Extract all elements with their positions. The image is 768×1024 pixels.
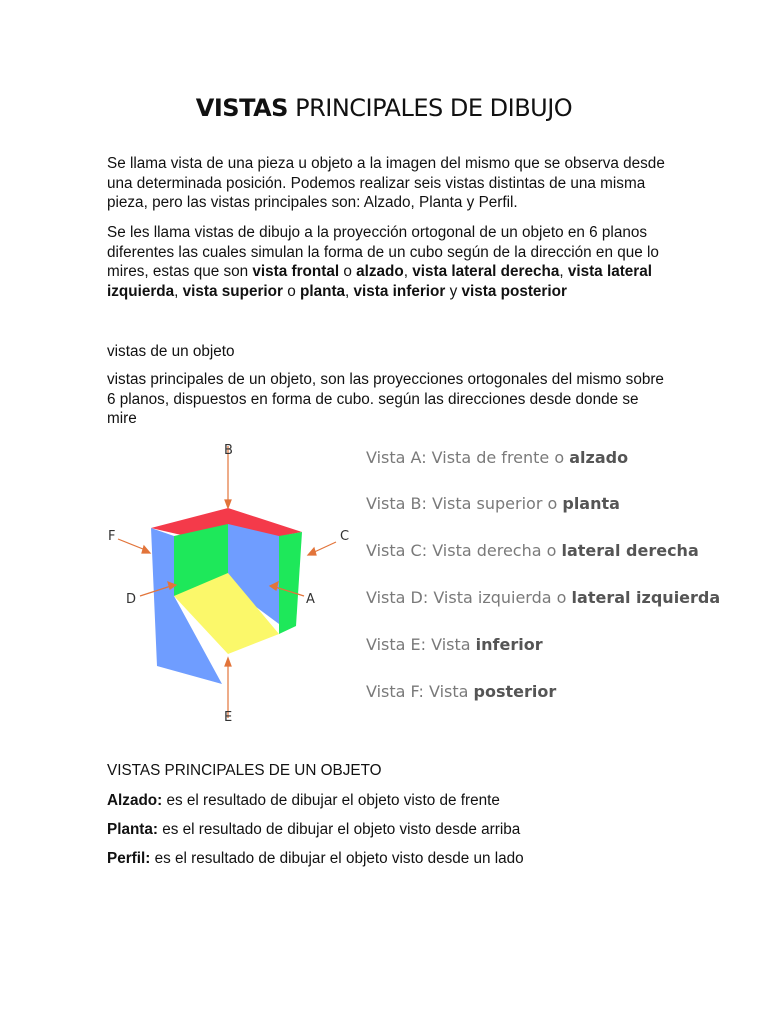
title-bold: VISTAS bbox=[195, 94, 288, 122]
legend-item-f: Vista F: Vista posterior bbox=[366, 682, 557, 701]
vistas-principales-paragraph: vistas principales de un objeto, son las proyecciones ortogonales del mismo sobre 6 planos, dispuestos en forma de cubo. según las direcciones desde donde se mire bbox=[107, 371, 664, 427]
term-vista-inferior: vista inferior bbox=[353, 282, 446, 300]
sep: , bbox=[403, 263, 413, 280]
caption-vistas: vistas de un objeto bbox=[107, 343, 235, 360]
term-vista-posterior: vista posterior bbox=[461, 282, 567, 300]
term-vista-superior: vista superior bbox=[182, 282, 283, 300]
label-a: A bbox=[306, 592, 315, 607]
term-lateral-izquierda: vista lateral izquierda bbox=[107, 263, 653, 300]
definition-planta: Planta: es el resultado de dibujar el objeto visto desde arriba bbox=[107, 821, 521, 838]
views-paragraph bbox=[107, 223, 667, 301]
label-d: D bbox=[126, 592, 137, 607]
label-c: C bbox=[340, 529, 350, 544]
page-title bbox=[0, 94, 768, 122]
legend-item-e: Vista E: Vista inferior bbox=[366, 635, 543, 654]
cube-right-face bbox=[279, 532, 302, 634]
sep: o bbox=[282, 282, 300, 300]
cube-diagram bbox=[104, 436, 354, 726]
label-b: B bbox=[224, 443, 233, 458]
term-alzado: alzado bbox=[356, 263, 404, 280]
legend-item-a: Vista A: Vista de frente o alzado bbox=[366, 448, 629, 467]
sep: o bbox=[339, 263, 357, 280]
sep: , bbox=[174, 282, 183, 300]
term-vista-frontal: vista frontal bbox=[252, 263, 340, 280]
intro-paragraph: Se llama vista de una pieza u objeto a la imagen del mismo que se observa desde una determinada posición. Podemos realizar seis vistas distintas de una misma pieza, pero las vistas principales son: Alzado, Planta y Perfil. bbox=[107, 155, 665, 211]
definition-alzado: Alzado: es el resultado de dibujar el objeto visto de frente bbox=[107, 792, 500, 809]
sep: y bbox=[445, 282, 462, 300]
sep: , bbox=[345, 282, 354, 300]
legend-item-d: Vista D: Vista izquierda o lateral izquierda bbox=[366, 588, 721, 607]
legend-item-b: Vista B: Vista superior o planta bbox=[366, 494, 620, 513]
views-intro: Se les llama vistas de dibujo a la proyección ortogonal de un objeto en 6 planos diferentes las cuales simulan la forma de un cubo según de la dirección en que lo mires, estas que son bbox=[107, 224, 659, 280]
cube-views-figure bbox=[104, 436, 721, 726]
term-lateral-derecha: vista lateral derecha bbox=[412, 263, 560, 280]
legend-item-c: Vista C: Vista derecha o lateral derecha bbox=[366, 541, 699, 560]
section-heading: VISTAS PRINCIPALES DE UN OBJETO bbox=[107, 762, 382, 779]
term-planta: planta bbox=[300, 282, 346, 300]
label-e: E bbox=[224, 710, 233, 725]
title-rest: PRINCIPALES DE DIBUJO bbox=[295, 94, 573, 122]
sep: , bbox=[559, 263, 568, 280]
label-f: F bbox=[108, 529, 116, 544]
definition-perfil: Perfil: es el resultado de dibujar el objeto visto desde un lado bbox=[107, 850, 524, 867]
